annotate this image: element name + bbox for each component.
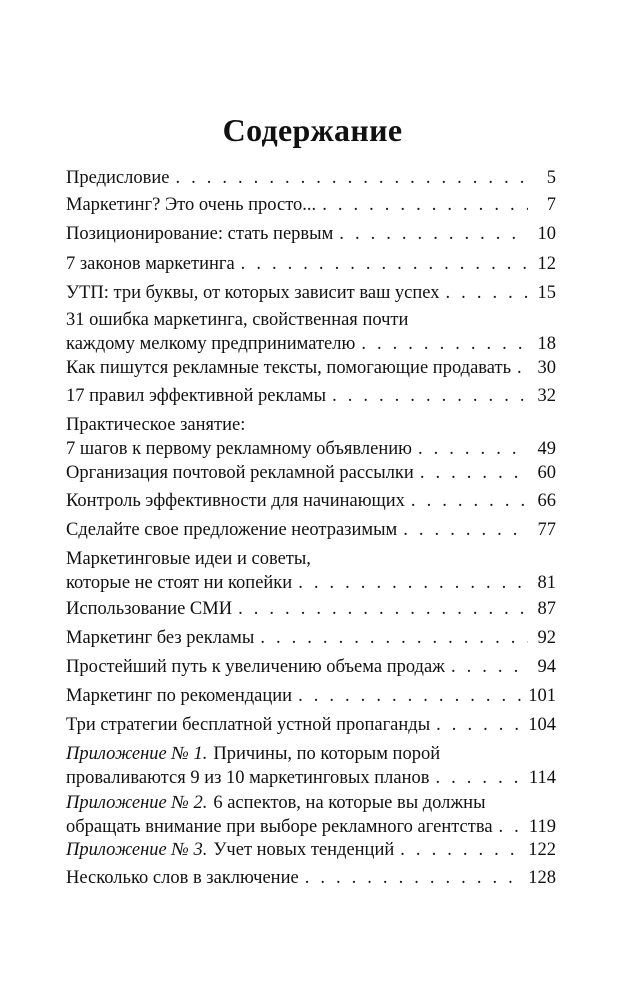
page-number: 49 — [537, 439, 556, 459]
toc-entry-text: 7 законов маркетинга — [66, 254, 235, 274]
toc-entry-title — [66, 489, 405, 513]
toc-entry-line — [66, 252, 556, 276]
toc-entry-title — [66, 655, 445, 679]
toc-entry-line — [66, 626, 556, 650]
toc-entry-text: Несколько слов в заключение — [66, 868, 299, 888]
page-number: 101 — [528, 686, 556, 706]
dot-leader — [361, 332, 528, 356]
toc-entry-title — [66, 332, 355, 356]
toc-entry[interactable] — [66, 308, 556, 356]
toc-entry-text: Позиционирование: стать первым — [66, 224, 334, 244]
toc-entry-text: Использование СМИ — [66, 599, 233, 619]
toc-entry-first-line — [66, 791, 556, 815]
page-number: 119 — [528, 817, 556, 837]
toc-entry-title — [66, 356, 511, 380]
page-number: 81 — [537, 573, 556, 593]
dot-leader — [305, 866, 525, 890]
toc-entry-title — [66, 193, 316, 217]
toc-entry-title — [66, 597, 232, 621]
toc-entry-text: которые не стоят ни копейки — [66, 573, 293, 593]
dot-leader — [298, 571, 528, 595]
page-number: 92 — [537, 628, 556, 648]
page-number: 66 — [537, 491, 556, 511]
toc-entry-line — [66, 461, 556, 485]
toc-entry-line — [66, 684, 556, 708]
toc-entry-text: Как пишутся рекламные тексты, помогающие продавать — [66, 358, 512, 378]
toc-entry-title-part: 6 аспектов, на которые вы должны — [213, 793, 486, 813]
toc-entry[interactable] — [66, 713, 556, 737]
toc-entry-title — [66, 838, 394, 862]
toc-entry[interactable] — [66, 166, 556, 190]
toc-entry-title — [66, 571, 292, 595]
toc-entry[interactable] — [66, 281, 556, 305]
toc-entry-first-line — [66, 547, 556, 571]
toc-entry-text: Организация почтовой рекламной рассылки — [66, 463, 414, 483]
page-number: 87 — [537, 599, 556, 619]
page-number: 114 — [528, 768, 556, 788]
toc-entry-text: Маркетинг? Это очень просто... — [66, 195, 317, 215]
page-number: 15 — [537, 283, 556, 303]
dot-leader — [420, 461, 528, 485]
page-number: 7 — [546, 195, 556, 215]
dot-leader — [298, 684, 524, 708]
dot-leader — [332, 384, 528, 408]
toc-entry-text: УТП: три буквы, от которых зависит ваш успех — [66, 283, 440, 303]
toc-entry[interactable] — [66, 193, 556, 217]
toc-entry-first-line — [66, 742, 556, 766]
toc-entry-text: Контроль эффективности для начинающих — [66, 491, 405, 511]
toc-entry-line — [66, 356, 556, 380]
toc-entry-title-part: Причины, по которым порой — [213, 744, 441, 764]
toc-entry-line — [66, 838, 556, 862]
page-number: 32 — [537, 386, 556, 406]
dot-leader — [403, 518, 528, 542]
toc-entry[interactable] — [66, 838, 556, 862]
toc-entry[interactable] — [66, 356, 556, 380]
toc-entry[interactable] — [66, 791, 556, 839]
toc-entry-text: 7 шагов к первому рекламному объявлению — [66, 439, 412, 459]
toc-entry-text: Простейший путь к увеличению объема продаж — [66, 657, 445, 677]
toc-entry[interactable] — [66, 384, 556, 408]
dot-leader — [260, 626, 528, 650]
toc-entry-line — [66, 489, 556, 513]
toc-entry-text: Три стратегии бесплатной устной пропаганды — [66, 715, 431, 735]
toc-entry-line — [66, 713, 556, 737]
toc-entry-title — [66, 766, 429, 790]
page-number: 122 — [528, 840, 556, 860]
page-number: 77 — [537, 520, 556, 540]
toc-entry-title — [66, 437, 412, 461]
toc-entry-title — [66, 684, 292, 708]
dot-leader — [241, 252, 528, 276]
toc-entry-title — [66, 252, 235, 276]
toc-entry-first-line — [66, 308, 556, 332]
toc-entry[interactable] — [66, 489, 556, 513]
toc-entry-line — [66, 193, 556, 217]
toc-entry[interactable] — [66, 547, 556, 595]
dot-leader — [411, 489, 528, 513]
toc-entry[interactable] — [66, 518, 556, 542]
toc-entry-title — [66, 281, 440, 305]
toc-entry-line — [66, 766, 556, 790]
toc-entry-text: обращать внимание при выборе рекламного агентства — [66, 817, 493, 837]
dot-leader — [339, 222, 528, 246]
toc-entry-line — [66, 166, 556, 190]
dot-leader — [322, 193, 528, 217]
toc-entry-line — [66, 384, 556, 408]
page-number: 5 — [546, 168, 556, 188]
toc-entry-text: Сделайте свое предложение неотразимым — [66, 520, 398, 540]
toc-entry[interactable] — [66, 655, 556, 679]
toc-entry-title — [66, 166, 169, 190]
page-number: 94 — [537, 657, 556, 677]
toc-entry[interactable] — [66, 866, 556, 890]
dot-leader — [517, 356, 528, 380]
toc-entry-title-part: Маркетинговые идеи и советы, — [66, 549, 311, 569]
toc-entry-line — [66, 597, 556, 621]
page-number: 18 — [537, 334, 556, 354]
toc-appendix-prefix: Приложение № 2. — [66, 793, 208, 813]
toc-entry[interactable] — [66, 252, 556, 276]
toc-appendix-prefix: Приложение № 1. — [66, 744, 208, 764]
page-number: 60 — [537, 463, 556, 483]
toc-entry-text: Маркетинг без рекламы — [66, 628, 255, 648]
dot-leader — [446, 281, 528, 305]
toc-entry[interactable] — [66, 222, 556, 246]
toc-entry-text: Маркетинг по рекомендации — [66, 686, 293, 706]
dot-leader — [418, 437, 528, 461]
toc-entry-line — [66, 332, 556, 356]
toc-entry-title-part: Практическое занятие: — [66, 415, 246, 435]
toc-entry-title — [66, 461, 414, 485]
toc-entry-line — [66, 281, 556, 305]
dot-leader — [435, 766, 524, 790]
page-number: 128 — [528, 868, 556, 888]
toc-entry-line — [66, 655, 556, 679]
toc-entry-first-line — [66, 413, 556, 437]
toc-entry-text: Предисловие — [66, 168, 170, 188]
dot-leader — [499, 815, 525, 839]
page-number: 10 — [537, 224, 556, 244]
toc-entry[interactable] — [66, 413, 556, 461]
toc-entry-text: Учет новых тенденций — [213, 840, 395, 860]
toc-entry-title — [66, 815, 493, 839]
toc-entry[interactable] — [66, 461, 556, 485]
toc-entry-line — [66, 518, 556, 542]
dot-leader — [175, 166, 528, 190]
toc-entry-title — [66, 713, 430, 737]
toc-entry-title — [66, 866, 299, 890]
toc-entry-title — [66, 518, 397, 542]
toc-entry-line — [66, 437, 556, 461]
page-number: 104 — [528, 715, 556, 735]
toc-entry-title — [66, 384, 326, 408]
toc-entry-text: проваливаются 9 из 10 маркетинговых планов — [66, 768, 430, 788]
toc-entry-text: каждому мелкому предпринимателю — [66, 334, 356, 354]
toc-appendix-prefix: Приложение № 3. — [66, 840, 208, 860]
toc-entry[interactable] — [66, 684, 556, 708]
toc-entry[interactable] — [66, 597, 556, 621]
page-title: Содержание — [222, 112, 403, 148]
dot-leader — [238, 597, 528, 621]
page-number: 12 — [537, 254, 556, 274]
toc-entry-text: 17 правил эффективной рекламы — [66, 386, 327, 406]
toc-entry-title-part: 31 ошибка маркетинга, свойственная почти — [66, 310, 409, 330]
toc-entry-line — [66, 222, 556, 246]
page-number: 30 — [537, 358, 556, 378]
toc-entry[interactable] — [66, 626, 556, 650]
toc-entry-line — [66, 571, 556, 595]
toc-entry-line — [66, 866, 556, 890]
toc-entry-title — [66, 626, 254, 650]
dot-leader — [436, 713, 524, 737]
dot-leader — [400, 838, 524, 862]
toc-entry-title — [66, 222, 333, 246]
toc-entry[interactable] — [66, 742, 556, 790]
toc-entry-line — [66, 815, 556, 839]
dot-leader — [451, 655, 528, 679]
